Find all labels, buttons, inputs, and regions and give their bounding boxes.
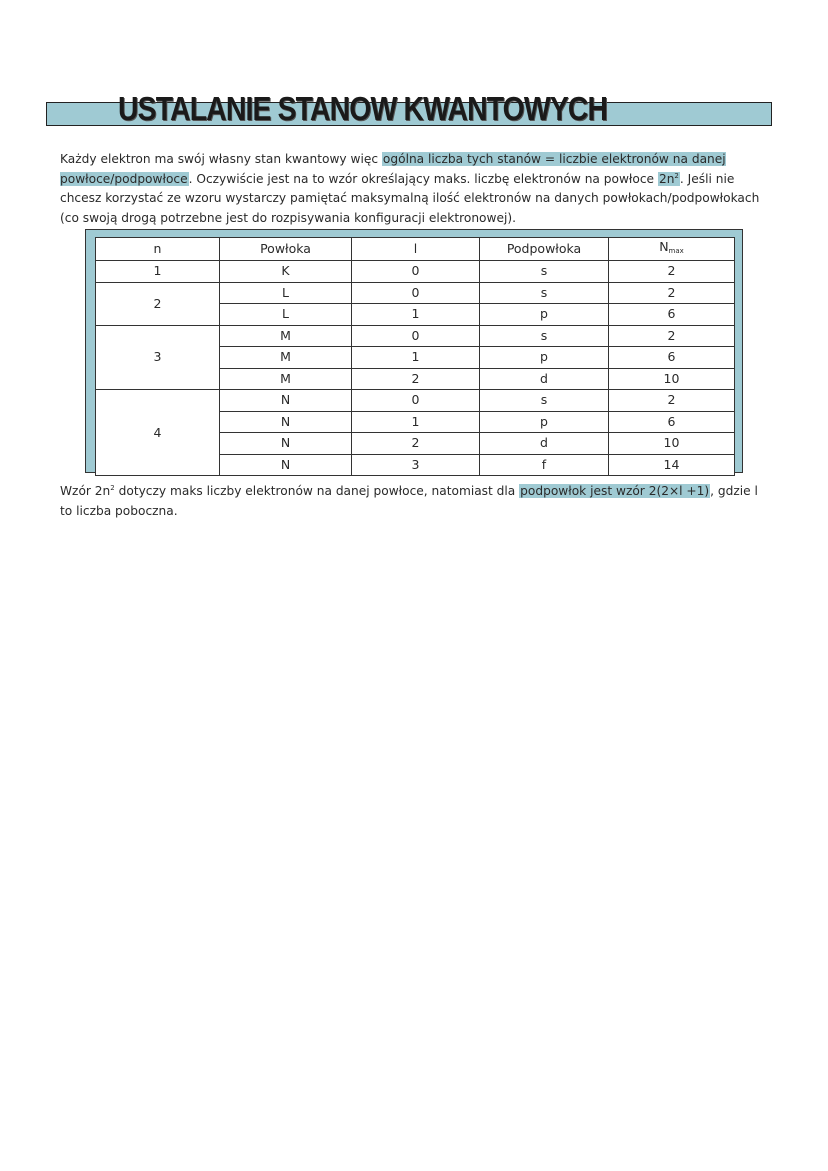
cell-shell: N [220,411,352,433]
cell-subshell: d [480,368,609,390]
cell-n: 3 [96,325,220,390]
cell-nmax: 10 [609,433,735,455]
header-l: l [352,238,480,261]
quantum-states-table [95,237,735,476]
cell-nmax: 10 [609,368,735,390]
cell-nmax: 2 [609,282,735,304]
cell-l: 1 [352,347,480,369]
cell-subshell: p [480,304,609,326]
header-shell: Powłoka [220,238,352,261]
cell-shell: L [220,282,352,304]
cell-nmax: 6 [609,304,735,326]
cell-n: 4 [96,390,220,476]
cell-shell: N [220,454,352,476]
cell-subshell: p [480,347,609,369]
cell-l: 2 [352,368,480,390]
footer-highlight: podpowłok jest wzór 2(2×l +1) [520,484,710,498]
cell-nmax: 2 [609,390,735,412]
cell-shell: N [220,390,352,412]
header-n: n [96,238,220,261]
cell-shell: N [220,433,352,455]
header-nmax [609,238,735,261]
footer-text-2: dotyczy maks liczby elektronów na danej powłoce, natomiast dla [114,484,520,498]
cell-n: 2 [96,282,220,325]
table-row [96,325,735,347]
header-nmax-base: N [659,239,669,254]
cell-subshell: s [480,261,609,283]
cell-nmax: 2 [609,261,735,283]
cell-subshell: s [480,282,609,304]
cell-subshell: s [480,325,609,347]
intro-formula [658,172,680,186]
cell-l: 1 [352,411,480,433]
cell-subshell: s [480,390,609,412]
cell-l: 2 [352,433,480,455]
intro-highlight-1: ogólna liczba tych stanów = liczbie elektronów na danej powłoce/podpowłoce [60,152,726,186]
cell-l: 3 [352,454,480,476]
header-subshell: Podpowłoka [480,238,609,261]
page-title: USTALANIE STANOW KWANTOWYCH [118,90,608,127]
cell-subshell: d [480,433,609,455]
cell-subshell: p [480,411,609,433]
table-header-row [96,238,735,261]
cell-shell: L [220,304,352,326]
table-row [96,390,735,412]
cell-subshell: f [480,454,609,476]
footer-formula-exponent: 2 [110,484,115,492]
intro-text-3: . Jeśli nie chcesz korzystać ze wzoru wystarczy pamiętać maksymalną ilość elektronów na danych powłokach/podpowłokach (co swoją drogą potrzebne jest do rozpisywania konfiguracji elektronowej). [60,171,760,225]
intro-text-1: Każdy elektron ma swój własny stan kwantowy więc [60,152,382,166]
footer-text-1: Wzór [60,484,95,498]
footer-paragraph [60,482,772,521]
cell-nmax: 14 [609,454,735,476]
intro-text-2: . Oczywiście jest na to wzór określający maks. liczbę elektronów na powłoce [188,171,658,186]
intro-paragraph [60,150,772,228]
cell-l: 1 [352,304,480,326]
cell-nmax: 6 [609,411,735,433]
cell-nmax: 2 [609,325,735,347]
cell-shell: M [220,347,352,369]
intro-formula-exponent: 2 [674,171,679,180]
footer-formula-base: 2n [94,484,111,498]
cell-l: 0 [352,325,480,347]
cell-l: 0 [352,390,480,412]
intro-formula-base: 2n [658,171,675,186]
cell-nmax: 6 [609,347,735,369]
cell-l: 0 [352,282,480,304]
table-row [96,282,735,304]
cell-l: 0 [352,261,480,283]
cell-n: 1 [96,261,220,283]
table-row [96,261,735,283]
cell-shell: K [220,261,352,283]
cell-shell: M [220,368,352,390]
cell-shell: M [220,325,352,347]
header-nmax-subscript: max [668,247,684,255]
footer-text-3: , gdzie l to liczba poboczna. [60,484,758,518]
